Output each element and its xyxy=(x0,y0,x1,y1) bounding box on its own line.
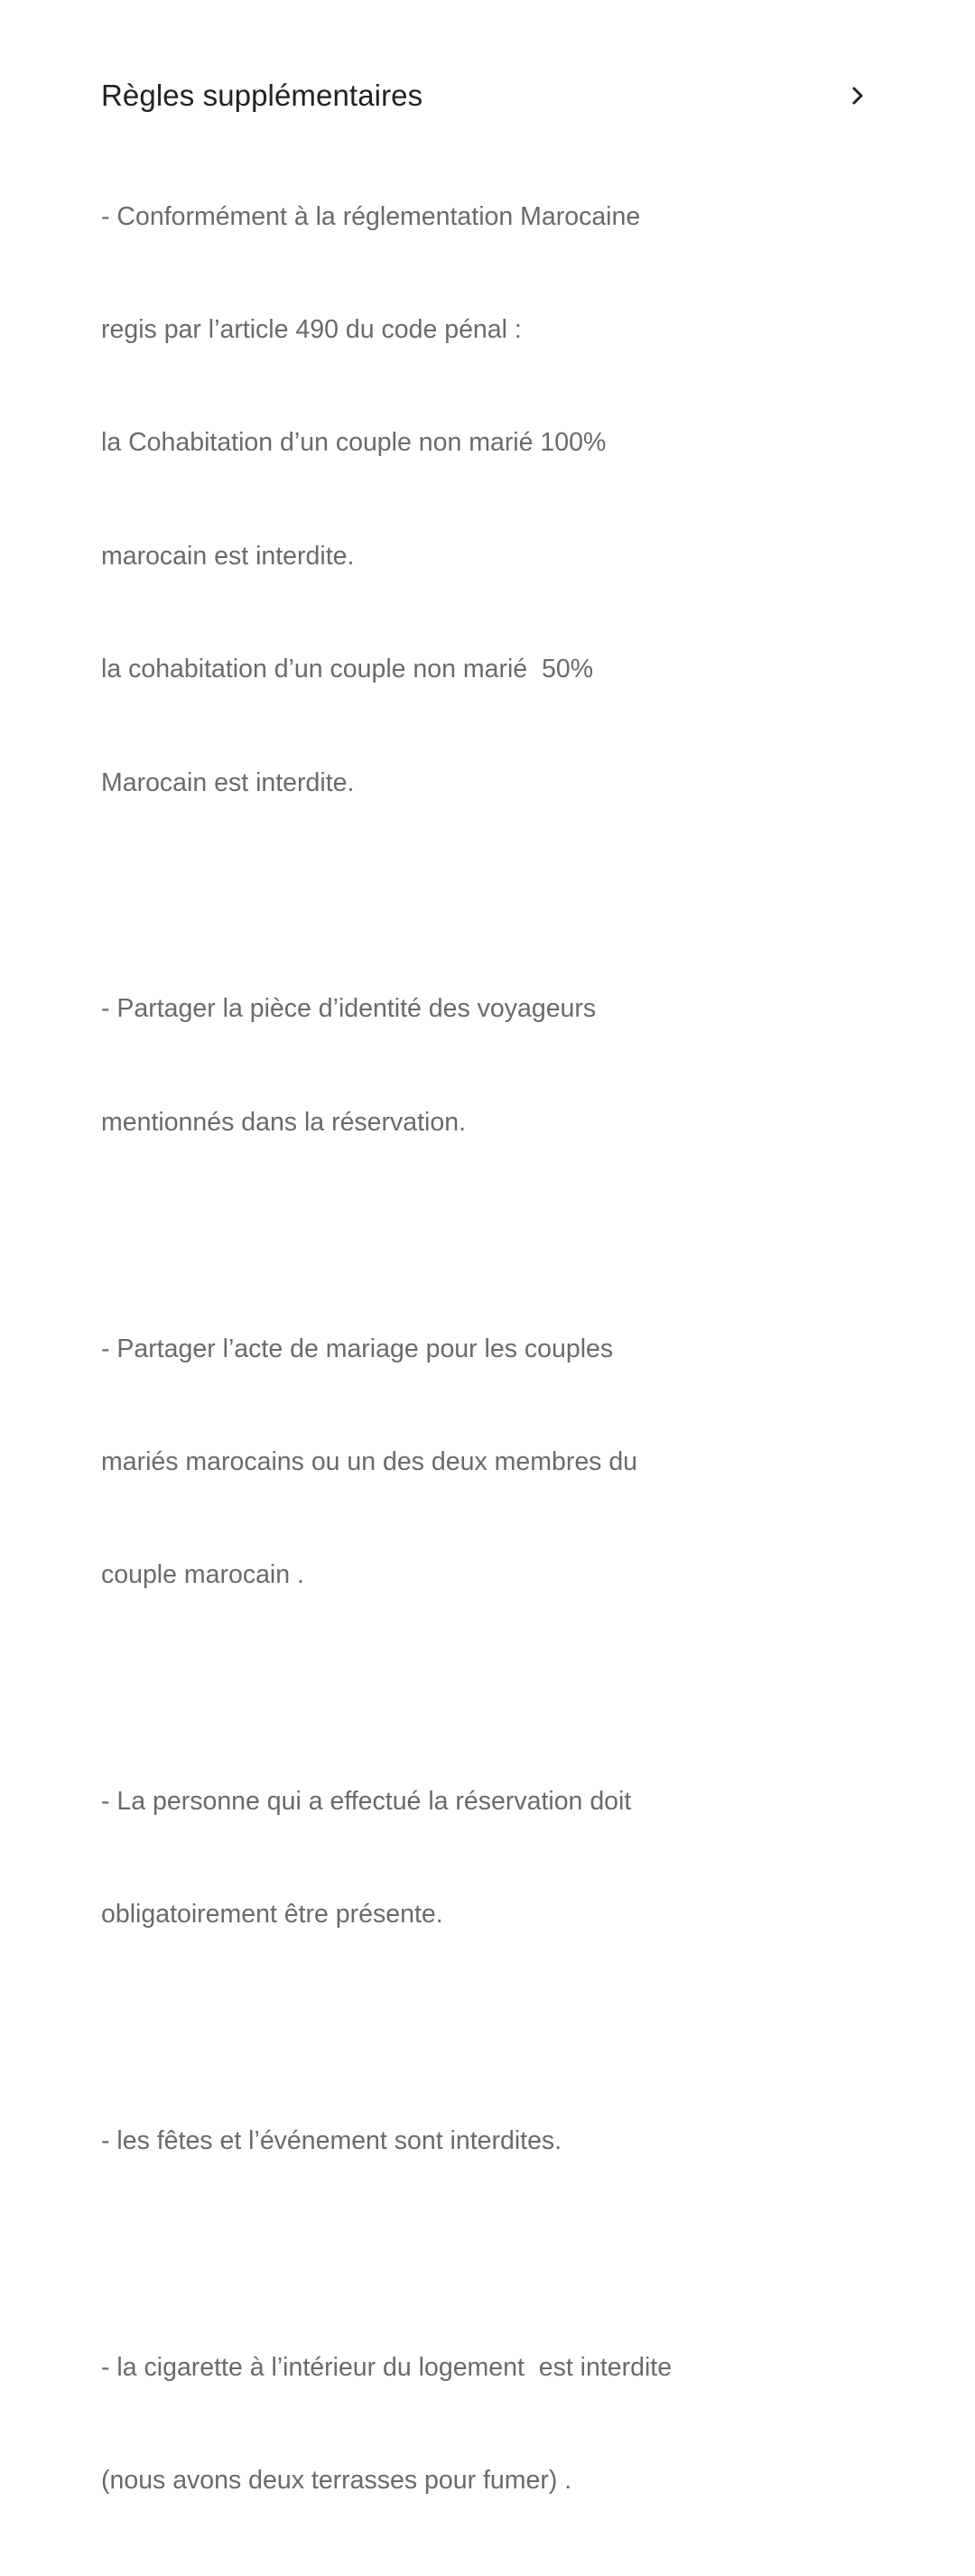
rules-blank-line xyxy=(101,1670,878,1708)
rules-blank-line xyxy=(101,2010,878,2048)
rules-text xyxy=(101,123,878,2576)
rules-blank-line xyxy=(101,2237,878,2274)
rules-line: - la cigarette à l’intérieur du logement est interdite xyxy=(101,2353,673,2383)
rules-line: couple marocain . xyxy=(101,1560,304,1590)
rules-line: (nous avons deux terrasses pour fumer) . xyxy=(101,2466,572,2496)
rules-line: - les fêtes et l’événement sont interdites. xyxy=(101,2126,562,2156)
additional-rules-header[interactable] xyxy=(101,74,878,117)
rules-line: - Conformément à la réglementation Marocaine xyxy=(101,201,641,231)
rules-blank-line xyxy=(101,878,878,916)
rules-blank-line xyxy=(101,1217,878,1255)
rules-line: Marocain est interdite. xyxy=(101,767,355,797)
rules-line: obligatoirement être présente. xyxy=(101,1900,443,1930)
rules-line: - Partager la pièce d’identité des voyageurs xyxy=(101,994,597,1024)
rules-line: mentionnés dans la réservation. xyxy=(101,1107,466,1137)
rules-line: - La personne qui a effectué la réservation doit xyxy=(101,1787,632,1817)
section-title: Règles supplémentaires xyxy=(101,79,423,112)
rules-line: regis par l’article 490 du code pénal : xyxy=(101,314,522,344)
rules-line: mariés marocains ou un des deux membres du xyxy=(101,1446,638,1476)
chevron-right-icon[interactable] xyxy=(845,83,870,108)
additional-rules-section xyxy=(101,74,878,2576)
rules-line: - Partager l’acte de mariage pour les couples xyxy=(101,1334,614,1363)
rules-line: la Cohabitation d’un couple non marié 100% xyxy=(101,428,607,458)
rules-line: marocain est interdite. xyxy=(101,541,355,571)
rules-line: la cohabitation d’un couple non marié 50% xyxy=(101,655,594,684)
